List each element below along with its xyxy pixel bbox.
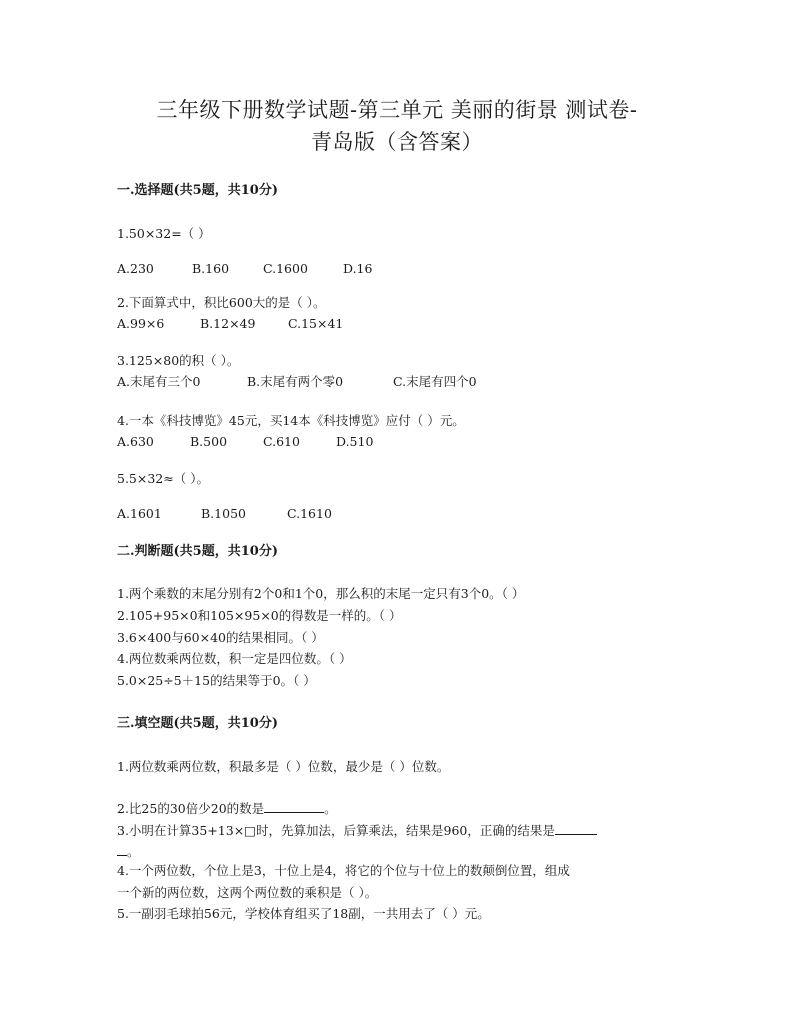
option-b: B.500 xyxy=(190,434,228,449)
option-b: B.160 xyxy=(192,261,230,276)
option-a: A.99×6 xyxy=(117,316,165,331)
option-c: C.1600 xyxy=(263,261,308,276)
judgment-item-1: 1.两个乘数的末尾分别有2个0和1个0，那么积的末尾一定只有3个0。（ ） xyxy=(117,586,525,601)
fill-question-4-line-2: 一个新的两位数，这两个两位数的乘积是（ ）。 xyxy=(117,885,378,900)
option-b: B.1050 xyxy=(201,506,246,521)
fill-question-2-text: 2.比25的30倍少20的数是 xyxy=(117,801,265,816)
choice-question-1: 1.50×32=（ ） xyxy=(117,226,211,241)
fill-question-4-line-1: 4.一个两位数，个位上是3，十位上是4，将它的个位与十位上的数颠倒位置，组成 xyxy=(117,863,570,878)
section-heading-fill-blank: 三.填空题(共5题，共10分) xyxy=(117,716,278,731)
option-a: A.230 xyxy=(117,261,154,276)
fill-question-5: 5.一副羽毛球拍56元，学校体育组买了18副，一共用去了（ ）元。 xyxy=(117,906,490,921)
choice-question-5: 5.5×32≈（ ）。 xyxy=(117,471,209,486)
judgment-item-3: 3.6×400与60×40的结果相同。（ ） xyxy=(117,630,324,645)
fill-question-1: 1.两位数乘两位数，积最多是（ ）位数，最少是（ ）位数。 xyxy=(117,759,450,774)
option-c: C.1610 xyxy=(287,506,332,521)
fill-question-3-text: 3.小明在计算35+13×□时，先算加法，后算乘法，结果是960，正确的结果是 xyxy=(117,823,555,838)
judgment-item-2: 2.105+95×0和105×95×0的得数是一样的。（ ） xyxy=(117,608,402,623)
option-a: A.1601 xyxy=(117,506,162,521)
answer-blank xyxy=(117,841,127,856)
option-b: B.末尾有两个零0 xyxy=(247,374,344,389)
answer-blank xyxy=(555,820,597,835)
option-d: D.16 xyxy=(343,261,373,276)
choice-question-2: 2.下面算式中，积比600大的是（ ）。 xyxy=(117,295,326,310)
option-c: C.15×41 xyxy=(288,316,344,331)
option-b: B.12×49 xyxy=(200,316,256,331)
fill-question-2-end: 。 xyxy=(324,801,337,816)
document-title-line-2: 青岛版（含答案） xyxy=(311,130,483,154)
fill-question-3 xyxy=(117,820,597,840)
section-heading-judgment: 二.判断题(共5题，共10分) xyxy=(117,544,278,559)
fill-question-2 xyxy=(117,798,337,818)
option-c: C.610 xyxy=(263,434,300,449)
fill-question-3-end: 。 xyxy=(127,844,140,859)
fill-question-3-continued xyxy=(117,841,140,861)
option-c: C.末尾有四个0 xyxy=(393,374,477,389)
option-a: A.630 xyxy=(117,434,154,449)
option-a: A.末尾有三个0 xyxy=(117,374,201,389)
option-d: D.510 xyxy=(336,434,374,449)
section-heading-choice: 一.选择题(共5题，共10分) xyxy=(117,183,278,198)
answer-blank xyxy=(264,798,324,813)
judgment-item-4: 4.两位数乘两位数，积一定是四位数。（ ） xyxy=(117,651,352,666)
choice-question-3: 3.125×80的积（ ）。 xyxy=(117,353,240,368)
document-title-line-1: 三年级下册数学试题-第三单元 美丽的街景 测试卷- xyxy=(156,98,638,122)
choice-question-4: 4.一本《科技博览》45元，买14本《科技博览》应付（ ）元。 xyxy=(117,413,465,428)
judgment-item-5: 5.0×25÷5＋15的结果等于0。（ ） xyxy=(117,673,316,688)
